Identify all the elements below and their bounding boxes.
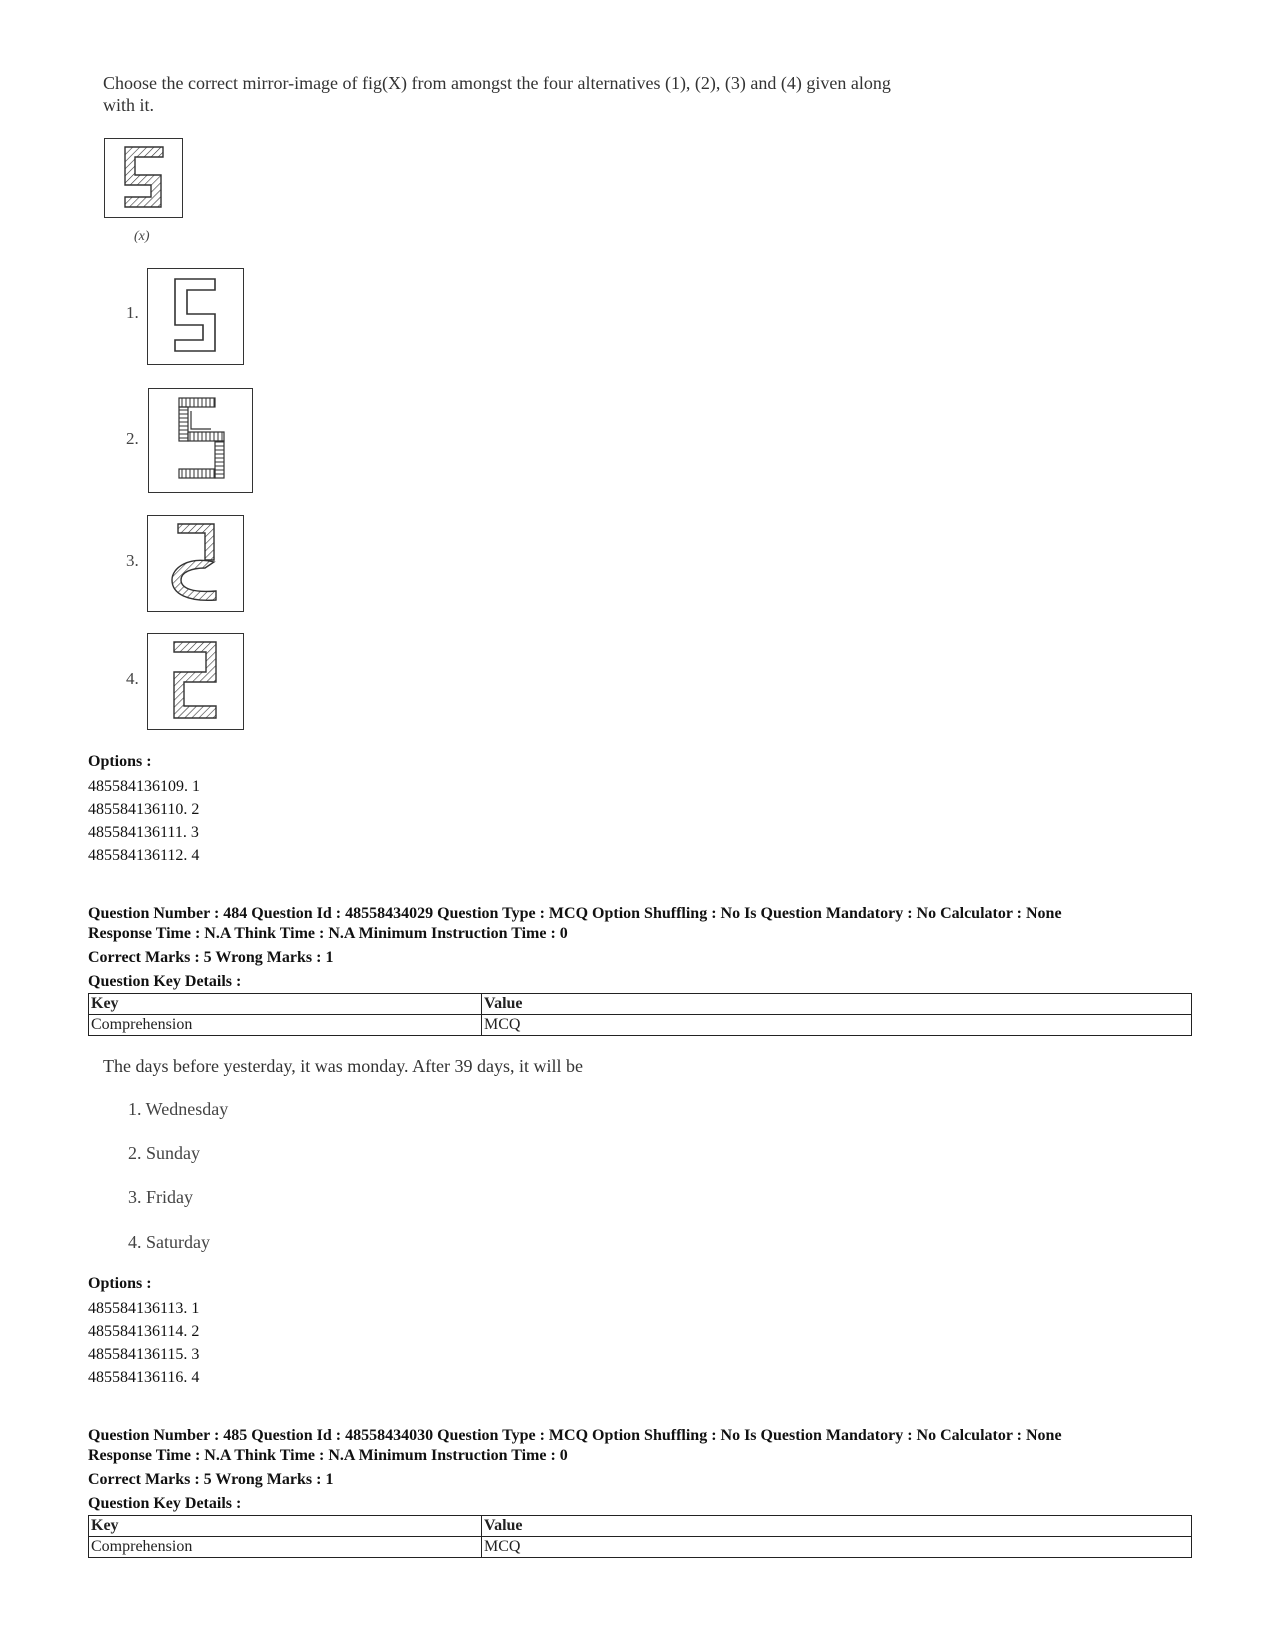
question-meta-line2: Response Time : N.A Think Time : N.A Minimum Instruction Time : 0 bbox=[88, 1447, 568, 1464]
figure-x-caption: (x) bbox=[134, 229, 150, 244]
key-details-label: Question Key Details : bbox=[88, 973, 242, 990]
option-id: 485584136110. 2 bbox=[88, 801, 200, 818]
table-row bbox=[89, 1015, 1192, 1036]
option-id: 485584136115. 3 bbox=[88, 1346, 200, 1363]
option-id: 485584136112. 4 bbox=[88, 847, 200, 864]
question-text: The days before yesterday, it was monday. After 39 days, it will be bbox=[103, 1056, 584, 1076]
question-meta-line1: Question Number : 484 Question Id : 48558434029 Question Type : MCQ Option Shuffling : No Is Question Mandatory : No Calculator : None bbox=[88, 905, 1062, 922]
option-figure-2 bbox=[148, 388, 253, 493]
value-header: Value bbox=[482, 1516, 1192, 1537]
figure-label-2: 2. bbox=[126, 429, 139, 448]
options-label: Options : bbox=[88, 753, 152, 770]
option-figure-4 bbox=[147, 633, 244, 730]
option-id: 485584136113. 1 bbox=[88, 1300, 200, 1317]
figure-label-3: 3. bbox=[126, 551, 139, 570]
answer-choice: 4. Saturday bbox=[128, 1232, 210, 1252]
question-meta-line1: Question Number : 485 Question Id : 48558434030 Question Type : MCQ Option Shuffling : No Is Question Mandatory : No Calculator : None bbox=[88, 1427, 1062, 1444]
marks-line: Correct Marks : 5 Wrong Marks : 1 bbox=[88, 949, 334, 966]
figure-label-1: 1. bbox=[126, 303, 139, 322]
option-figure-3 bbox=[147, 515, 244, 612]
key-details-table bbox=[88, 1515, 1192, 1558]
key-details-label: Question Key Details : bbox=[88, 1495, 242, 1512]
option-id: 485584136114. 2 bbox=[88, 1323, 200, 1340]
question-text-line2: with it. bbox=[103, 95, 155, 115]
key-details-table bbox=[88, 993, 1192, 1036]
value-cell: MCQ bbox=[482, 1015, 1192, 1036]
answer-choice: 1. Wednesday bbox=[128, 1099, 229, 1119]
table-row bbox=[89, 1537, 1192, 1558]
key-cell: Comprehension bbox=[89, 1537, 482, 1558]
figure-x bbox=[104, 138, 183, 218]
figure-label-4: 4. bbox=[126, 669, 139, 688]
option-id: 485584136116. 4 bbox=[88, 1369, 200, 1386]
key-header: Key bbox=[89, 994, 482, 1015]
option-figure-1 bbox=[147, 268, 244, 365]
marks-line: Correct Marks : 5 Wrong Marks : 1 bbox=[88, 1471, 334, 1488]
key-header: Key bbox=[89, 1516, 482, 1537]
question-text-line1: Choose the correct mirror-image of fig(X) from amongst the four alternatives (1), (2), (3) and (4) given along bbox=[103, 73, 891, 93]
answer-choice: 2. Sunday bbox=[128, 1143, 200, 1163]
option-id: 485584136109. 1 bbox=[88, 778, 200, 795]
table-header-row bbox=[89, 1516, 1192, 1537]
answer-choice: 3. Friday bbox=[128, 1187, 193, 1207]
table-header-row bbox=[89, 994, 1192, 1015]
options-label: Options : bbox=[88, 1275, 152, 1292]
value-cell: MCQ bbox=[482, 1537, 1192, 1558]
question-meta-line2: Response Time : N.A Think Time : N.A Minimum Instruction Time : 0 bbox=[88, 925, 568, 942]
value-header: Value bbox=[482, 994, 1192, 1015]
key-cell: Comprehension bbox=[89, 1015, 482, 1036]
option-id: 485584136111. 3 bbox=[88, 824, 199, 841]
